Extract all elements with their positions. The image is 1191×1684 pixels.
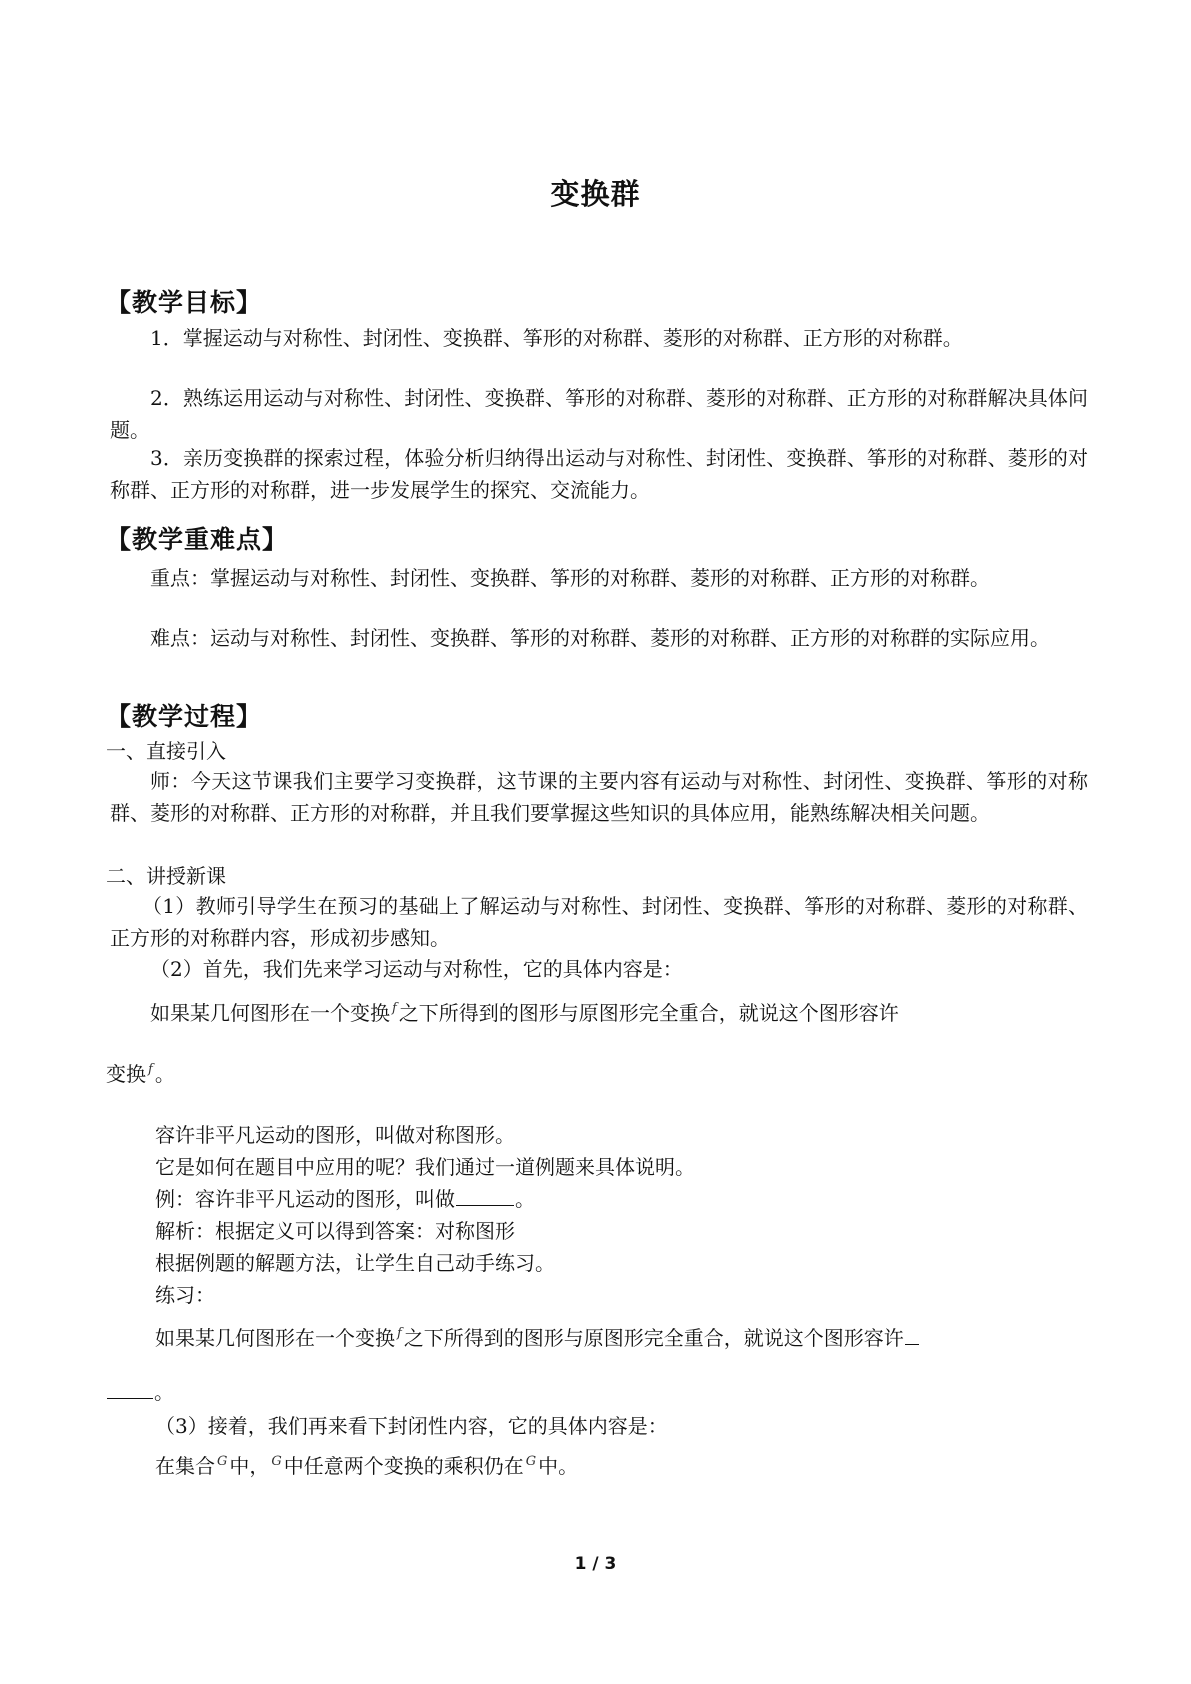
example-text-a: 例：容许非平凡运动的图形，叫做 (155, 1187, 455, 1211)
practice-text-a: 如果某几何图形在一个变换 (155, 1326, 395, 1350)
practice-blank-end (107, 1378, 153, 1399)
definition-text-b: 之下所得到的图形与原图形完全重合，就说这个图形容许 (398, 1001, 899, 1025)
closure-text-b: 中， (229, 1454, 270, 1478)
process-heading: 【教学过程】 (106, 702, 263, 731)
part1-title: 一、直接引入 (106, 739, 226, 763)
key-point-important: 重点：掌握运动与对称性、封闭性、变换群、筝形的对称群、菱形的对称群、正方形的对称群。 (150, 566, 990, 590)
step1-text: （1）教师引导学生在预习的基础上了解运动与对称性、封闭性、变换群、筝形的对称群、菱形的对称群、正方形的对称群内容，形成初步感知。 (110, 894, 1088, 950)
function-f-symbol: f (148, 1062, 153, 1077)
key-points-heading: 【教学重难点】 (106, 525, 289, 554)
set-g-symbol: G (525, 1454, 537, 1469)
step3-text: （3）接着，我们再来看下封闭性内容，它的具体内容是： (155, 1414, 668, 1438)
how-apply-text: 它是如何在题目中应用的呢？我们通过一道例题来具体说明。 (155, 1155, 695, 1179)
closure-text-a: 在集合 (155, 1454, 215, 1478)
analysis-text: 解析：根据定义可以得到答案：对称图形 (155, 1219, 515, 1243)
practice-line-1 (155, 1318, 920, 1354)
example-line (155, 1183, 535, 1215)
objective-item-2: 2．熟练运用运动与对称性、封闭性、变换群、筝形的对称群、菱形的对称群、正方形的对称群解决具体问题。 (110, 386, 1088, 442)
practice-intro: 根据例题的解题方法，让学生自己动手练习。 (155, 1251, 555, 1275)
practice-blank-start (905, 1324, 919, 1345)
set-g-symbol: G (217, 1454, 228, 1469)
part2-title: 二、讲授新课 (106, 864, 226, 888)
definition-text-a: 如果某几何图形在一个变换 (150, 1001, 390, 1025)
answer-blank (456, 1185, 514, 1206)
nontrivial-text: 容许非平凡运动的图形，叫做对称图形。 (155, 1123, 515, 1147)
definition-line-2 (106, 1054, 175, 1090)
step2-text: （2）首先，我们先来学习运动与对称性，它的具体内容是： (150, 957, 683, 981)
part1-text: 师：今天这节课我们主要学习变换群，这节课的主要内容有运动与对称性、封闭性、变换群、筝形的对称群、菱形的对称群、正方形的对称群，并且我们要掌握这些知识的具体应用，能熟练解决相关问题。 (110, 769, 1088, 825)
closure-text-d: 中。 (538, 1454, 579, 1478)
practice-label: 练习： (155, 1283, 215, 1307)
example-text-b: 。 (515, 1187, 535, 1211)
objective-item-1: 1．掌握运动与对称性、封闭性、变换群、筝形的对称群、菱形的对称群、正方形的对称群。 (150, 326, 963, 350)
practice-text-b: 之下所得到的图形与原图形完全重合，就说这个图形容许 (403, 1326, 904, 1350)
practice-text-c: 。 (154, 1380, 174, 1404)
definition-text-c: 变换 (106, 1062, 146, 1086)
practice-line-2 (106, 1376, 174, 1408)
page-number: 1 / 3 (574, 1554, 617, 1574)
closure-line (155, 1446, 578, 1482)
function-f-symbol: f (392, 1001, 397, 1016)
function-f-symbol: f (397, 1326, 402, 1341)
definition-line-1 (150, 993, 899, 1029)
definition-text-d: 。 (154, 1062, 175, 1086)
set-g-symbol: G (271, 1454, 282, 1469)
objectives-heading: 【教学目标】 (106, 288, 263, 317)
objective-item-3: 3．亲历变换群的探索过程，体验分析归纳得出运动与对称性、封闭性、变换群、筝形的对称群、菱形的对称群、正方形的对称群，进一步发展学生的探究、交流能力。 (110, 446, 1088, 502)
closure-text-c: 中任意两个变换的乘积仍在 (283, 1454, 524, 1478)
key-point-difficult: 难点：运动与对称性、封闭性、变换群、筝形的对称群、菱形的对称群、正方形的对称群的实际应用。 (150, 626, 1050, 650)
document-title: 变换群 (550, 177, 641, 211)
